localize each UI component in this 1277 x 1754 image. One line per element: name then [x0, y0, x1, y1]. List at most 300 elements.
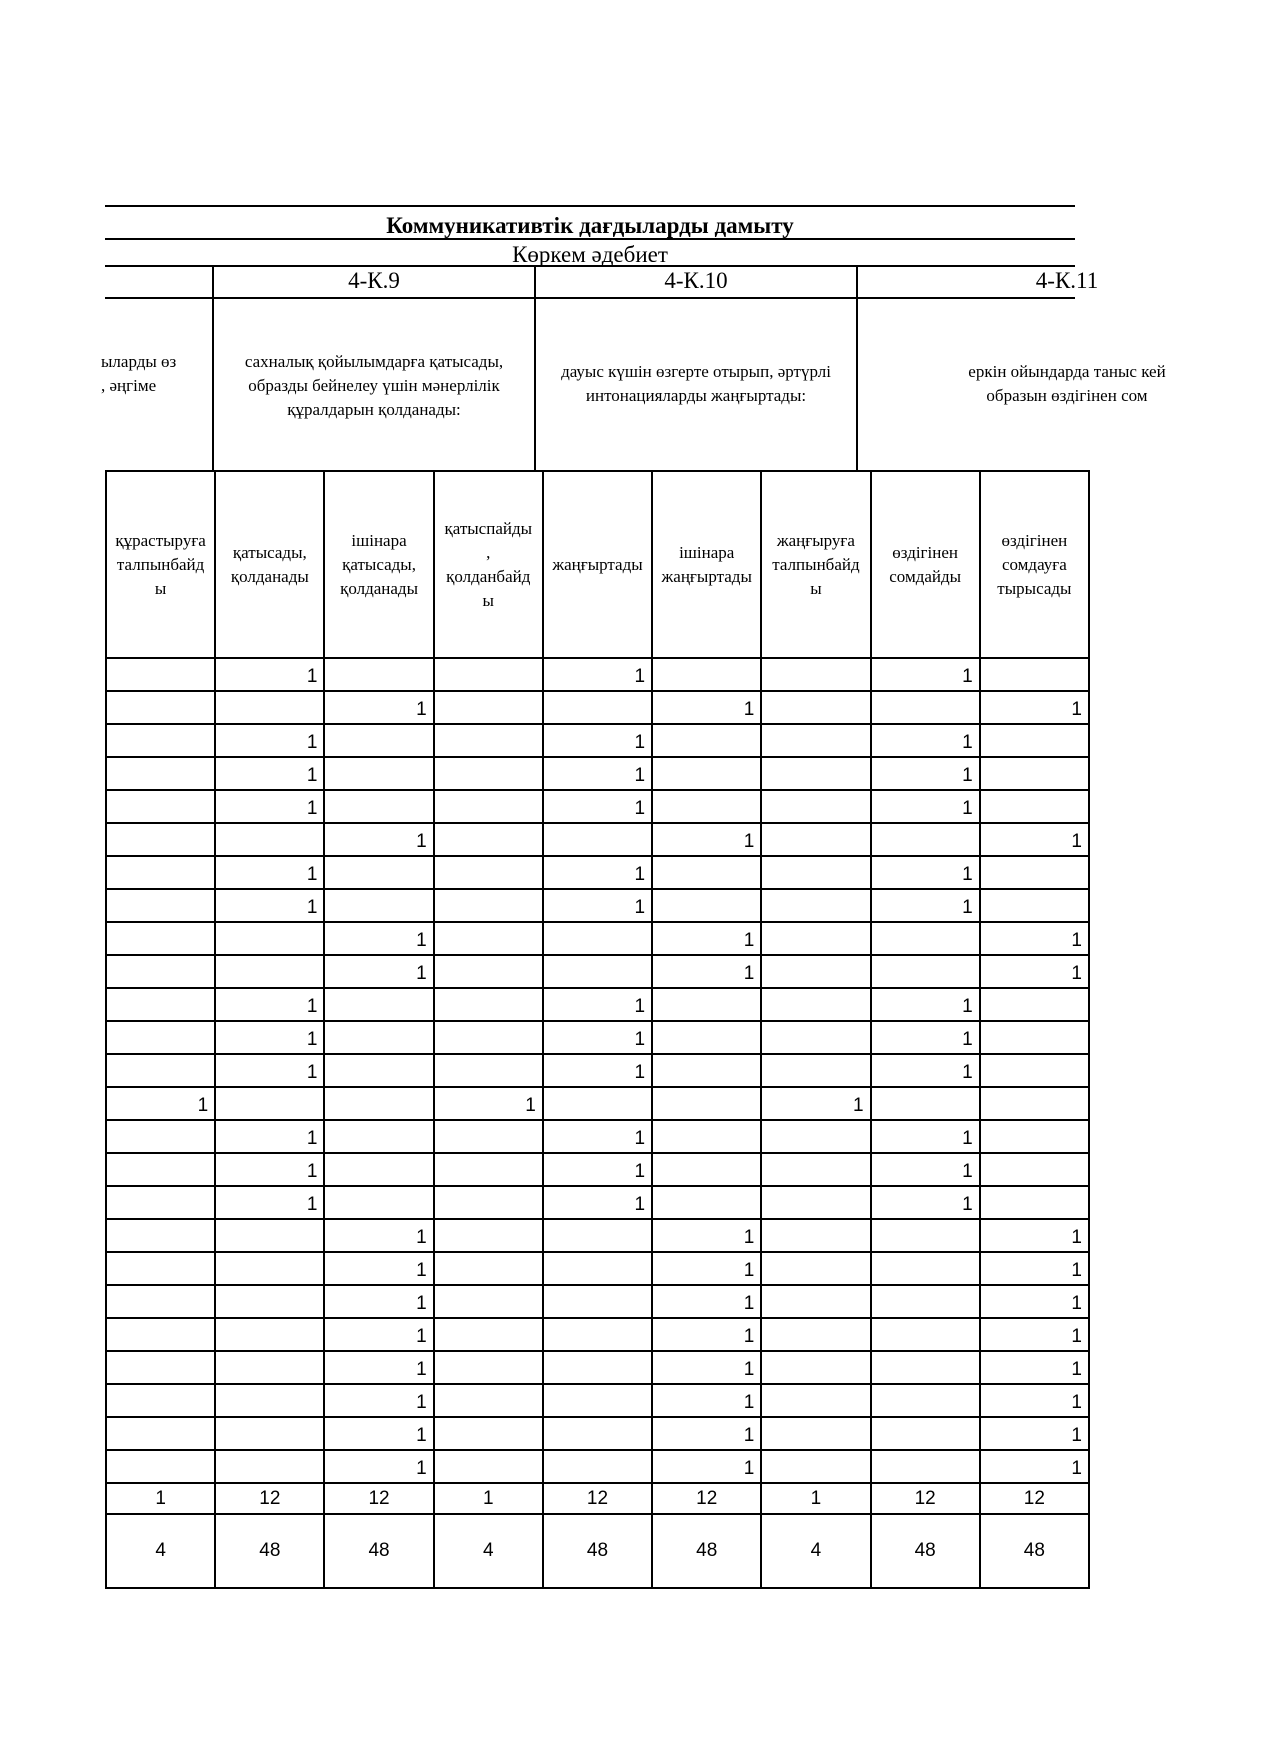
- totals-row-cell: 1: [434, 1483, 543, 1514]
- table-cell: [980, 1186, 1089, 1219]
- code-k10: 4-К.10: [664, 268, 728, 293]
- totals-row-cell: 12: [980, 1483, 1089, 1514]
- table-cell: 1: [543, 856, 652, 889]
- table-cell: [434, 1186, 543, 1219]
- table-cell: [106, 1318, 215, 1351]
- table-row: [106, 1384, 1089, 1417]
- table-cell: 1: [871, 757, 980, 790]
- totals-row-cell: 1: [761, 1483, 870, 1514]
- table-row: [106, 1054, 1089, 1087]
- table-cell: [761, 1417, 870, 1450]
- table-cell: [543, 1384, 652, 1417]
- table-cell: 1: [652, 922, 761, 955]
- table-row: [106, 1351, 1089, 1384]
- table-cell: [215, 1384, 324, 1417]
- desc-k9-line: құралдарын қолданады:: [287, 400, 461, 419]
- table-cell: 1: [215, 1054, 324, 1087]
- table-cell: [434, 1021, 543, 1054]
- level-header-line: өздігінен: [1001, 530, 1068, 550]
- table-cell: [106, 691, 215, 724]
- table-cell: [980, 988, 1089, 1021]
- desc-k10-line: интонацияларды жаңғыртады:: [585, 386, 807, 405]
- table-row: [106, 1186, 1089, 1219]
- table-cell: [106, 1120, 215, 1153]
- table-cell: [761, 1054, 870, 1087]
- desc-k11-line: еркін ойындарда таныс кей: [968, 362, 1166, 381]
- table-row: [106, 988, 1089, 1021]
- table-cell: [434, 1417, 543, 1450]
- table-cell: [761, 988, 870, 1021]
- table-cell: [871, 1384, 980, 1417]
- percent-row-cell: 4: [761, 1514, 870, 1588]
- table-cell: [543, 1219, 652, 1252]
- table-cell: 1: [980, 1252, 1089, 1285]
- table-cell: [215, 922, 324, 955]
- table-row: [106, 790, 1089, 823]
- table-row: [106, 922, 1089, 955]
- table-cell: 1: [215, 658, 324, 691]
- level-header-line: сомдауға: [1001, 554, 1067, 574]
- table-cell: [324, 757, 433, 790]
- table-cell: [980, 757, 1089, 790]
- table-cell: 1: [324, 955, 433, 988]
- table-cell: [543, 955, 652, 988]
- table-cell: [871, 1285, 980, 1318]
- desc-prev: [101, 350, 211, 398]
- level-header-line: өздігінен: [892, 542, 958, 562]
- table-cell: 1: [543, 1120, 652, 1153]
- table-cell: [543, 922, 652, 955]
- table-cell: [652, 1021, 761, 1054]
- totals-row-cell: 12: [652, 1483, 761, 1514]
- table-cell: [434, 856, 543, 889]
- table-cell: [652, 856, 761, 889]
- totals-row-cell: 1: [106, 1483, 215, 1514]
- level-header: [761, 471, 870, 658]
- table-cell: 1: [434, 1087, 543, 1120]
- table-cell: [106, 1285, 215, 1318]
- table-cell: 1: [543, 757, 652, 790]
- table-cell: [543, 1252, 652, 1285]
- table-cell: [980, 1021, 1089, 1054]
- table-row: [106, 1087, 1089, 1120]
- table-cell: [652, 790, 761, 823]
- table-cell: [980, 1087, 1089, 1120]
- percent-row-cell: 4: [434, 1514, 543, 1588]
- table-cell: 1: [215, 988, 324, 1021]
- table-cell: 1: [652, 1417, 761, 1450]
- table-cell: 1: [871, 1054, 980, 1087]
- percent-row-cell: 48: [652, 1514, 761, 1588]
- table-cell: [324, 1021, 433, 1054]
- table-cell: 1: [980, 1417, 1089, 1450]
- table-cell: [106, 922, 215, 955]
- table-cell: [434, 790, 543, 823]
- percent-row-cell: 48: [980, 1514, 1089, 1588]
- table-cell: 1: [215, 724, 324, 757]
- table-cell: 1: [215, 1186, 324, 1219]
- level-header-line: жаңғыртады: [661, 566, 752, 586]
- table-cell: [434, 1120, 543, 1153]
- code-divider: [105, 297, 1075, 299]
- table-cell: [106, 1186, 215, 1219]
- table-cell: [543, 1318, 652, 1351]
- table-cell: [761, 1351, 870, 1384]
- table-cell: [106, 1351, 215, 1384]
- table-cell: [215, 1318, 324, 1351]
- table-cell: [652, 1054, 761, 1087]
- table-cell: [761, 1450, 870, 1483]
- table-row: [106, 1285, 1089, 1318]
- table-cell: [434, 823, 543, 856]
- table-cell: [761, 658, 870, 691]
- desc-k9-line: сахналық қойылымдарға қатысады,: [244, 352, 504, 371]
- table-row: [106, 1417, 1089, 1450]
- table-cell: 1: [543, 1021, 652, 1054]
- level-header: [215, 471, 324, 658]
- table-cell: 1: [652, 691, 761, 724]
- table-cell: 1: [871, 889, 980, 922]
- table-cell: [871, 1417, 980, 1450]
- table-row: [106, 658, 1089, 691]
- table-cell: 1: [543, 1186, 652, 1219]
- level-header-line: ы: [482, 590, 494, 610]
- table-cell: 1: [543, 790, 652, 823]
- table-cell: [106, 1384, 215, 1417]
- table-cell: 1: [543, 1054, 652, 1087]
- table-cell: [106, 856, 215, 889]
- table-cell: [980, 1153, 1089, 1186]
- table-cell: [434, 988, 543, 1021]
- table-cell: [652, 724, 761, 757]
- table-cell: 1: [215, 1120, 324, 1153]
- table-cell: 1: [871, 1021, 980, 1054]
- table-cell: [434, 691, 543, 724]
- table-cell: [106, 757, 215, 790]
- assessment-sheet: [101, 205, 1166, 1585]
- desc-k11-line: образын өздігінен сом: [986, 386, 1148, 405]
- table-cell: [215, 823, 324, 856]
- level-header: [434, 471, 543, 658]
- level-header: [106, 471, 215, 658]
- table-row: [106, 1252, 1089, 1285]
- table-cell: [761, 691, 870, 724]
- table-cell: [761, 856, 870, 889]
- table-row: [106, 889, 1089, 922]
- table-cell: 1: [543, 724, 652, 757]
- table-cell: [543, 1450, 652, 1483]
- table-row: [106, 955, 1089, 988]
- section-subtitle: Көркем әдебиет: [512, 242, 668, 267]
- table-cell: [215, 955, 324, 988]
- table-row: [106, 691, 1089, 724]
- table-row: [106, 757, 1089, 790]
- level-header-line: ,: [486, 542, 491, 562]
- table-cell: [324, 889, 433, 922]
- percent-row-cell: 4: [106, 1514, 215, 1588]
- table-cell: 1: [980, 691, 1089, 724]
- table-cell: 1: [215, 1153, 324, 1186]
- table-cell: [215, 1219, 324, 1252]
- table-cell: [761, 922, 870, 955]
- table-row: [106, 1219, 1089, 1252]
- totals-row-cell: 12: [543, 1483, 652, 1514]
- table-cell: [761, 955, 870, 988]
- table-cell: [871, 823, 980, 856]
- table-cell: [434, 889, 543, 922]
- level-header-line: қатыспайды: [444, 518, 533, 538]
- table-cell: [106, 823, 215, 856]
- table-cell: [324, 1120, 433, 1153]
- level-header-line: ішінара: [679, 542, 735, 562]
- desc-k9-line: образды бейнелеу үшін мәнерлілік: [248, 376, 500, 395]
- table-cell: [324, 856, 433, 889]
- table-cell: [106, 889, 215, 922]
- percent-row-cell: 48: [871, 1514, 980, 1588]
- level-header-line: қатысады,: [342, 554, 416, 574]
- table-cell: 1: [543, 988, 652, 1021]
- level-header: [324, 471, 433, 658]
- table-cell: [106, 988, 215, 1021]
- table-cell: [106, 955, 215, 988]
- table-row: [106, 1021, 1089, 1054]
- level-header: [543, 471, 652, 658]
- table-cell: [434, 1384, 543, 1417]
- table-cell: 1: [652, 955, 761, 988]
- table-cell: 1: [324, 1285, 433, 1318]
- table-cell: [434, 1450, 543, 1483]
- table-cell: 1: [543, 889, 652, 922]
- table-row: [106, 1450, 1089, 1483]
- table-cell: 1: [871, 724, 980, 757]
- table-row: [106, 1120, 1089, 1153]
- table-cell: 1: [324, 1450, 433, 1483]
- level-header-line: талпынбайд: [116, 554, 205, 574]
- table-cell: 1: [980, 1318, 1089, 1351]
- table-cell: 1: [980, 823, 1089, 856]
- level-header-line: тырысады: [997, 578, 1072, 598]
- level-header-line: құрастыруға: [115, 530, 206, 550]
- table-cell: [761, 1021, 870, 1054]
- table-cell: [106, 658, 215, 691]
- results-table: [105, 470, 1090, 1589]
- table-cell: 1: [324, 1318, 433, 1351]
- table-cell: 1: [980, 1351, 1089, 1384]
- table-cell: 1: [980, 1219, 1089, 1252]
- table-cell: [652, 988, 761, 1021]
- table-cell: [106, 1054, 215, 1087]
- table-cell: 1: [871, 856, 980, 889]
- table-cell: [324, 1186, 433, 1219]
- table-cell: 1: [106, 1087, 215, 1120]
- table-cell: [980, 724, 1089, 757]
- table-cell: [215, 1417, 324, 1450]
- table-cell: [215, 691, 324, 724]
- desc-k10: [535, 360, 857, 408]
- level-header: [652, 471, 761, 658]
- table-cell: 1: [871, 988, 980, 1021]
- code-k11: 4-К.11: [1035, 268, 1099, 293]
- level-header-line: ы: [810, 578, 822, 598]
- desc-k9: [213, 350, 535, 422]
- desc-k11: [857, 360, 1277, 408]
- table-cell: [761, 724, 870, 757]
- table-cell: 1: [324, 922, 433, 955]
- table-cell: [652, 889, 761, 922]
- table-cell: [434, 1153, 543, 1186]
- table-row: [106, 1318, 1089, 1351]
- level-header-line: қолданады: [340, 578, 419, 598]
- table-cell: [761, 823, 870, 856]
- level-header-line: жаңғыртады: [552, 554, 643, 574]
- table-row: [106, 724, 1089, 757]
- table-cell: [980, 790, 1089, 823]
- table-cell: [324, 724, 433, 757]
- level-header-line: сомдайды: [889, 566, 962, 586]
- table-cell: 1: [652, 1384, 761, 1417]
- code-k9: 4-К.9: [348, 268, 400, 293]
- table-cell: 1: [543, 658, 652, 691]
- table-cell: [871, 1450, 980, 1483]
- totals-row-cell: 12: [215, 1483, 324, 1514]
- level-header-line: қатысады,: [232, 542, 307, 562]
- table-cell: [761, 790, 870, 823]
- table-cell: [543, 691, 652, 724]
- table-cell: [652, 1087, 761, 1120]
- table-cell: [871, 1252, 980, 1285]
- table-cell: [434, 658, 543, 691]
- table-cell: [761, 1153, 870, 1186]
- table-row: [106, 856, 1089, 889]
- level-header-line: қолданады: [230, 566, 309, 586]
- table-cell: [434, 1318, 543, 1351]
- table-cell: [434, 922, 543, 955]
- desc-prev-line: , әңгіме: [101, 376, 157, 395]
- table-cell: [106, 790, 215, 823]
- table-cell: [434, 1285, 543, 1318]
- table-cell: 1: [652, 1252, 761, 1285]
- table-cell: [761, 1384, 870, 1417]
- table-cell: 1: [871, 1120, 980, 1153]
- level-header-line: ішінара: [351, 530, 407, 550]
- table-cell: 1: [215, 1021, 324, 1054]
- table-cell: [761, 1318, 870, 1351]
- table-cell: [871, 1318, 980, 1351]
- table-cell: [434, 1351, 543, 1384]
- table-cell: [652, 1186, 761, 1219]
- table-cell: 1: [324, 1384, 433, 1417]
- table-cell: [324, 790, 433, 823]
- table-cell: [980, 1120, 1089, 1153]
- level-header-row: [106, 471, 1089, 658]
- table-cell: [434, 757, 543, 790]
- table-cell: [871, 1219, 980, 1252]
- table-cell: [761, 889, 870, 922]
- table-cell: [324, 658, 433, 691]
- table-cell: 1: [652, 1285, 761, 1318]
- table-cell: 1: [980, 1285, 1089, 1318]
- table-cell: 1: [980, 1384, 1089, 1417]
- table-cell: [652, 757, 761, 790]
- table-cell: 1: [761, 1087, 870, 1120]
- table-cell: 1: [871, 790, 980, 823]
- table-cell: [215, 1252, 324, 1285]
- percent-row: [106, 1514, 1089, 1588]
- table-cell: [761, 1186, 870, 1219]
- desc-k10-line: дауыс күшін өзгерте отырып, әртүрлі: [561, 362, 831, 381]
- table-cell: 1: [324, 1417, 433, 1450]
- table-cell: 1: [324, 1351, 433, 1384]
- level-header-line: талпынбайд: [772, 554, 860, 574]
- table-cell: 1: [652, 1219, 761, 1252]
- table-cell: [980, 856, 1089, 889]
- desc-prev-line: ыларды өз: [101, 352, 177, 371]
- table-cell: [543, 823, 652, 856]
- table-cell: [871, 691, 980, 724]
- table-cell: [980, 889, 1089, 922]
- table-cell: [215, 1450, 324, 1483]
- level-header-line: ы: [154, 578, 167, 598]
- table-cell: [761, 1285, 870, 1318]
- subtitle-divider: [105, 265, 1075, 267]
- table-cell: [761, 1219, 870, 1252]
- table-cell: [434, 1054, 543, 1087]
- table-cell: [434, 1252, 543, 1285]
- table-cell: [324, 988, 433, 1021]
- table-cell: 1: [652, 1318, 761, 1351]
- table-cell: 1: [543, 1153, 652, 1186]
- table-cell: [871, 1087, 980, 1120]
- table-cell: [871, 922, 980, 955]
- totals-row: [106, 1483, 1089, 1514]
- table-cell: 1: [324, 691, 433, 724]
- level-header: [871, 471, 980, 658]
- totals-row-cell: 12: [324, 1483, 433, 1514]
- table-cell: 1: [871, 658, 980, 691]
- table-cell: [106, 1219, 215, 1252]
- level-header-line: қолданбайд: [446, 566, 531, 586]
- table-cell: [324, 1153, 433, 1186]
- table-cell: [434, 955, 543, 988]
- table-cell: 1: [980, 1450, 1089, 1483]
- table-cell: [215, 1285, 324, 1318]
- table-cell: [215, 1351, 324, 1384]
- table-cell: 1: [652, 1450, 761, 1483]
- table-cell: 1: [324, 1252, 433, 1285]
- table-cell: [106, 1153, 215, 1186]
- percent-row-cell: 48: [324, 1514, 433, 1588]
- table-cell: [106, 724, 215, 757]
- sheet-title: Коммуникативтік дағдыларды дамыту: [386, 213, 794, 238]
- percent-row-cell: 48: [215, 1514, 324, 1588]
- table-row: [106, 823, 1089, 856]
- table-cell: 1: [871, 1186, 980, 1219]
- table-cell: 1: [980, 955, 1089, 988]
- level-header: [980, 471, 1089, 658]
- results-table-body: [106, 471, 1089, 1588]
- table-cell: [761, 757, 870, 790]
- table-cell: 1: [324, 823, 433, 856]
- table-cell: 1: [215, 889, 324, 922]
- table-cell: [761, 1120, 870, 1153]
- table-cell: [871, 1351, 980, 1384]
- table-cell: [652, 1120, 761, 1153]
- table-cell: [324, 1054, 433, 1087]
- table-cell: 1: [215, 856, 324, 889]
- level-header-line: жаңғыруға: [776, 530, 855, 550]
- table-cell: 1: [652, 823, 761, 856]
- top-border: [105, 205, 1075, 207]
